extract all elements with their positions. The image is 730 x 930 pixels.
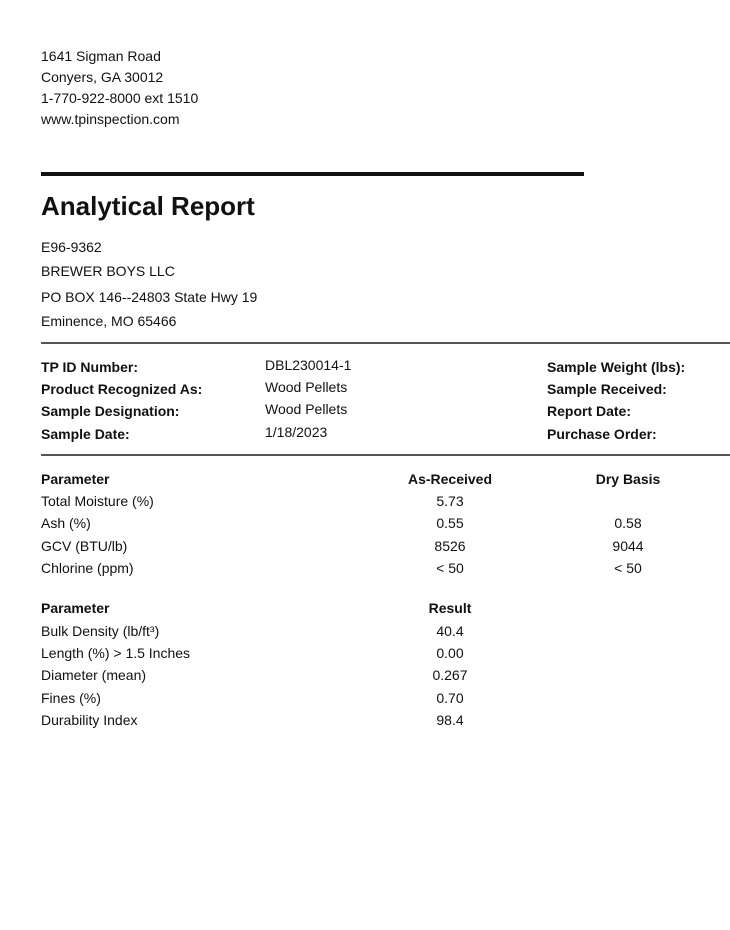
company-address-line1: 1641 Sigman Road (41, 48, 161, 64)
table-row-result: 0.267 (432, 667, 468, 683)
purchase-order-label: Purchase Order: (547, 426, 657, 442)
table-row-parameter: Chlorine (ppm) (41, 560, 134, 576)
sample-date-value: 1/18/2023 (265, 424, 328, 440)
tp-id-value: DBL230014-1 (265, 357, 352, 373)
table-row-result: 0.70 (436, 690, 464, 706)
report-date-label: Report Date: (547, 403, 632, 419)
column-header-parameter: Parameter (41, 600, 110, 616)
designation-label: Sample Designation: (41, 403, 180, 419)
table-row-dry-basis: 9044 (612, 538, 644, 554)
table-row-result: 40.4 (436, 623, 464, 639)
company-phone: 1-770-922-8000 ext 1510 (41, 90, 199, 106)
table-row-result: 0.00 (436, 645, 464, 661)
company-address-line2: Conyers, GA 30012 (41, 69, 164, 85)
table-row-parameter: Fines (%) (41, 690, 101, 706)
table-row-as-received: 0.55 (436, 515, 464, 531)
column-header-dry-basis: Dry Basis (595, 471, 661, 487)
company-website: www.tpinspection.com (41, 111, 180, 127)
table-row-dry-basis: < 50 (614, 560, 642, 576)
table-row-parameter: Diameter (mean) (41, 667, 147, 683)
tp-id-label: TP ID Number: (41, 359, 138, 375)
table-row-parameter: Bulk Density (lb/ft³) (41, 623, 160, 639)
sample-weight-label: Sample Weight (lbs): (547, 359, 686, 375)
header-divider (41, 172, 584, 176)
table-row-as-received: 5.73 (436, 493, 464, 509)
column-header-parameter: Parameter (41, 471, 110, 487)
table-row-as-received: 8526 (434, 538, 466, 554)
table-row-result: 98.4 (436, 712, 464, 728)
column-header-as-received: As-Received (407, 471, 493, 487)
client-id: E96-9362 (41, 239, 102, 255)
table-row-parameter: Total Moisture (%) (41, 493, 154, 509)
sample-date-label: Sample Date: (41, 426, 130, 442)
table-row-parameter: Ash (%) (41, 515, 91, 531)
table-row-dry-basis: 0.58 (614, 515, 642, 531)
client-address-line2: Eminence, MO 65466 (41, 313, 177, 329)
client-name: BREWER BOYS LLC (41, 263, 175, 279)
designation-value: Wood Pellets (265, 401, 348, 417)
column-header-result: Result (428, 600, 472, 616)
product-label: Product Recognized As: (41, 381, 203, 397)
table-row-as-received: < 50 (436, 560, 464, 576)
section-divider (41, 342, 730, 344)
page-title: Analytical Report (41, 191, 255, 221)
table-row-parameter: Length (%) > 1.5 Inches (41, 645, 191, 661)
table-row-parameter: GCV (BTU/lb) (41, 538, 128, 554)
sample-received-label: Sample Received: (547, 381, 667, 397)
product-value: Wood Pellets (265, 379, 348, 395)
table-row-parameter: Durability Index (41, 712, 138, 728)
client-address-line1: PO BOX 146--24803 State Hwy 19 (41, 289, 258, 305)
section-divider (41, 454, 730, 456)
